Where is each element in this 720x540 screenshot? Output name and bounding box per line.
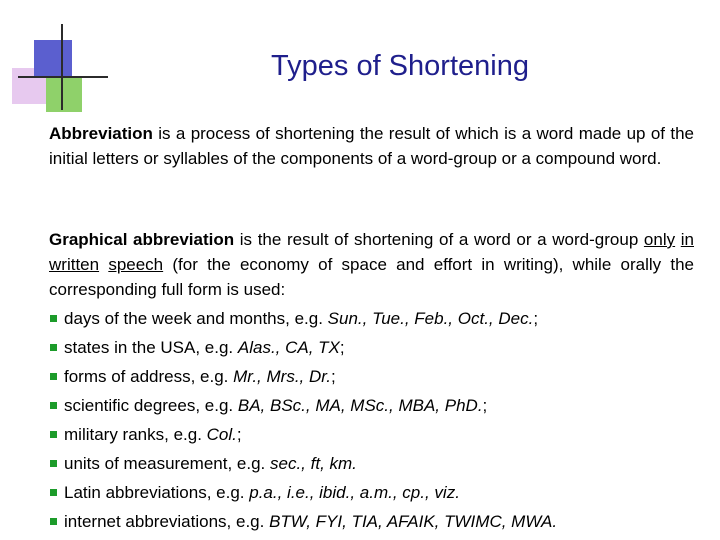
underlined-word-written: written bbox=[49, 255, 100, 274]
list-item bbox=[50, 333, 557, 362]
bullet-square-icon bbox=[50, 518, 57, 525]
list-item-examples: Alas., CA, TX bbox=[237, 338, 340, 357]
abbreviation-definition: is a process of shortening the result of which is a word made up of the initial letters or syllables of the components of a word-group or a compound word. bbox=[49, 124, 694, 168]
term-abbreviation: Abbreviation bbox=[49, 124, 153, 143]
bullet-square-icon bbox=[50, 402, 57, 409]
list-item-examples: Sun., Tue., Feb., Oct., Dec. bbox=[327, 309, 534, 328]
decor-square-blue bbox=[34, 40, 72, 78]
list-item-label: military ranks, e.g. bbox=[64, 425, 207, 444]
list-item-examples: BTW, FYI, TIA, AFAIK, TWIMC, MWA. bbox=[269, 512, 558, 531]
list-item-label: units of measurement, e.g. bbox=[64, 454, 270, 473]
graphical-abbreviation-paragraph bbox=[49, 227, 694, 302]
list-item-punctuation: ; bbox=[533, 309, 539, 328]
bullet-square-icon bbox=[50, 315, 57, 322]
definition-part-2: (for the economy of space and effort in writing), while orally the corresponding full form is used: bbox=[49, 255, 694, 299]
examples-list bbox=[50, 304, 557, 536]
decor-line-horizontal bbox=[18, 76, 108, 78]
bullet-square-icon bbox=[50, 460, 57, 467]
list-item-punctuation: ; bbox=[331, 367, 336, 386]
list-item-examples: BA, BSc., MA, MSc., MBA, PhD. bbox=[237, 396, 483, 415]
list-item bbox=[50, 449, 557, 478]
bullet-square-icon bbox=[50, 431, 57, 438]
list-item-examples: Col. bbox=[206, 425, 237, 444]
underlined-word-in: in bbox=[680, 230, 694, 249]
page-title: Types of Shortening bbox=[271, 50, 529, 82]
bullet-square-icon bbox=[50, 373, 57, 380]
underlined-word-only: only bbox=[643, 230, 676, 249]
bullet-square-icon bbox=[50, 489, 57, 496]
list-item-punctuation: ; bbox=[236, 425, 242, 444]
list-item-examples: sec., ft, km. bbox=[270, 454, 357, 473]
list-item-label: scientific degrees, e.g. bbox=[64, 396, 238, 415]
list-item bbox=[50, 420, 557, 449]
abbreviation-paragraph bbox=[49, 121, 694, 171]
list-item-label: states in the USA, e.g. bbox=[64, 338, 238, 357]
list-item-punctuation: ; bbox=[482, 396, 488, 415]
list-item bbox=[50, 391, 557, 420]
definition-part-1: is the result of shortening of a word or a word-group bbox=[234, 230, 644, 249]
list-item-label: Latin abbreviations, e.g. bbox=[64, 483, 250, 502]
list-item-examples: p.a., i.e., ibid., a.m., cp., viz. bbox=[249, 483, 460, 502]
list-item-label: forms of address, e.g. bbox=[64, 367, 234, 386]
bullet-square-icon bbox=[50, 344, 57, 351]
term-graphical-abbreviation: Graphical abbreviation bbox=[49, 230, 235, 249]
list-item bbox=[50, 478, 557, 507]
list-item-punctuation: ; bbox=[339, 338, 345, 357]
list-item bbox=[50, 362, 557, 391]
list-item-examples: Mr., Mrs., Dr. bbox=[233, 367, 332, 386]
list-item bbox=[50, 507, 557, 536]
decor-square-green bbox=[46, 78, 82, 112]
underlined-word-speech: speech bbox=[108, 255, 164, 274]
list-item bbox=[50, 304, 557, 333]
list-item-label: internet abbreviations, e.g. bbox=[64, 512, 270, 531]
list-item-label: days of the week and months, e.g. bbox=[64, 309, 328, 328]
decor-line-vertical bbox=[61, 24, 63, 110]
